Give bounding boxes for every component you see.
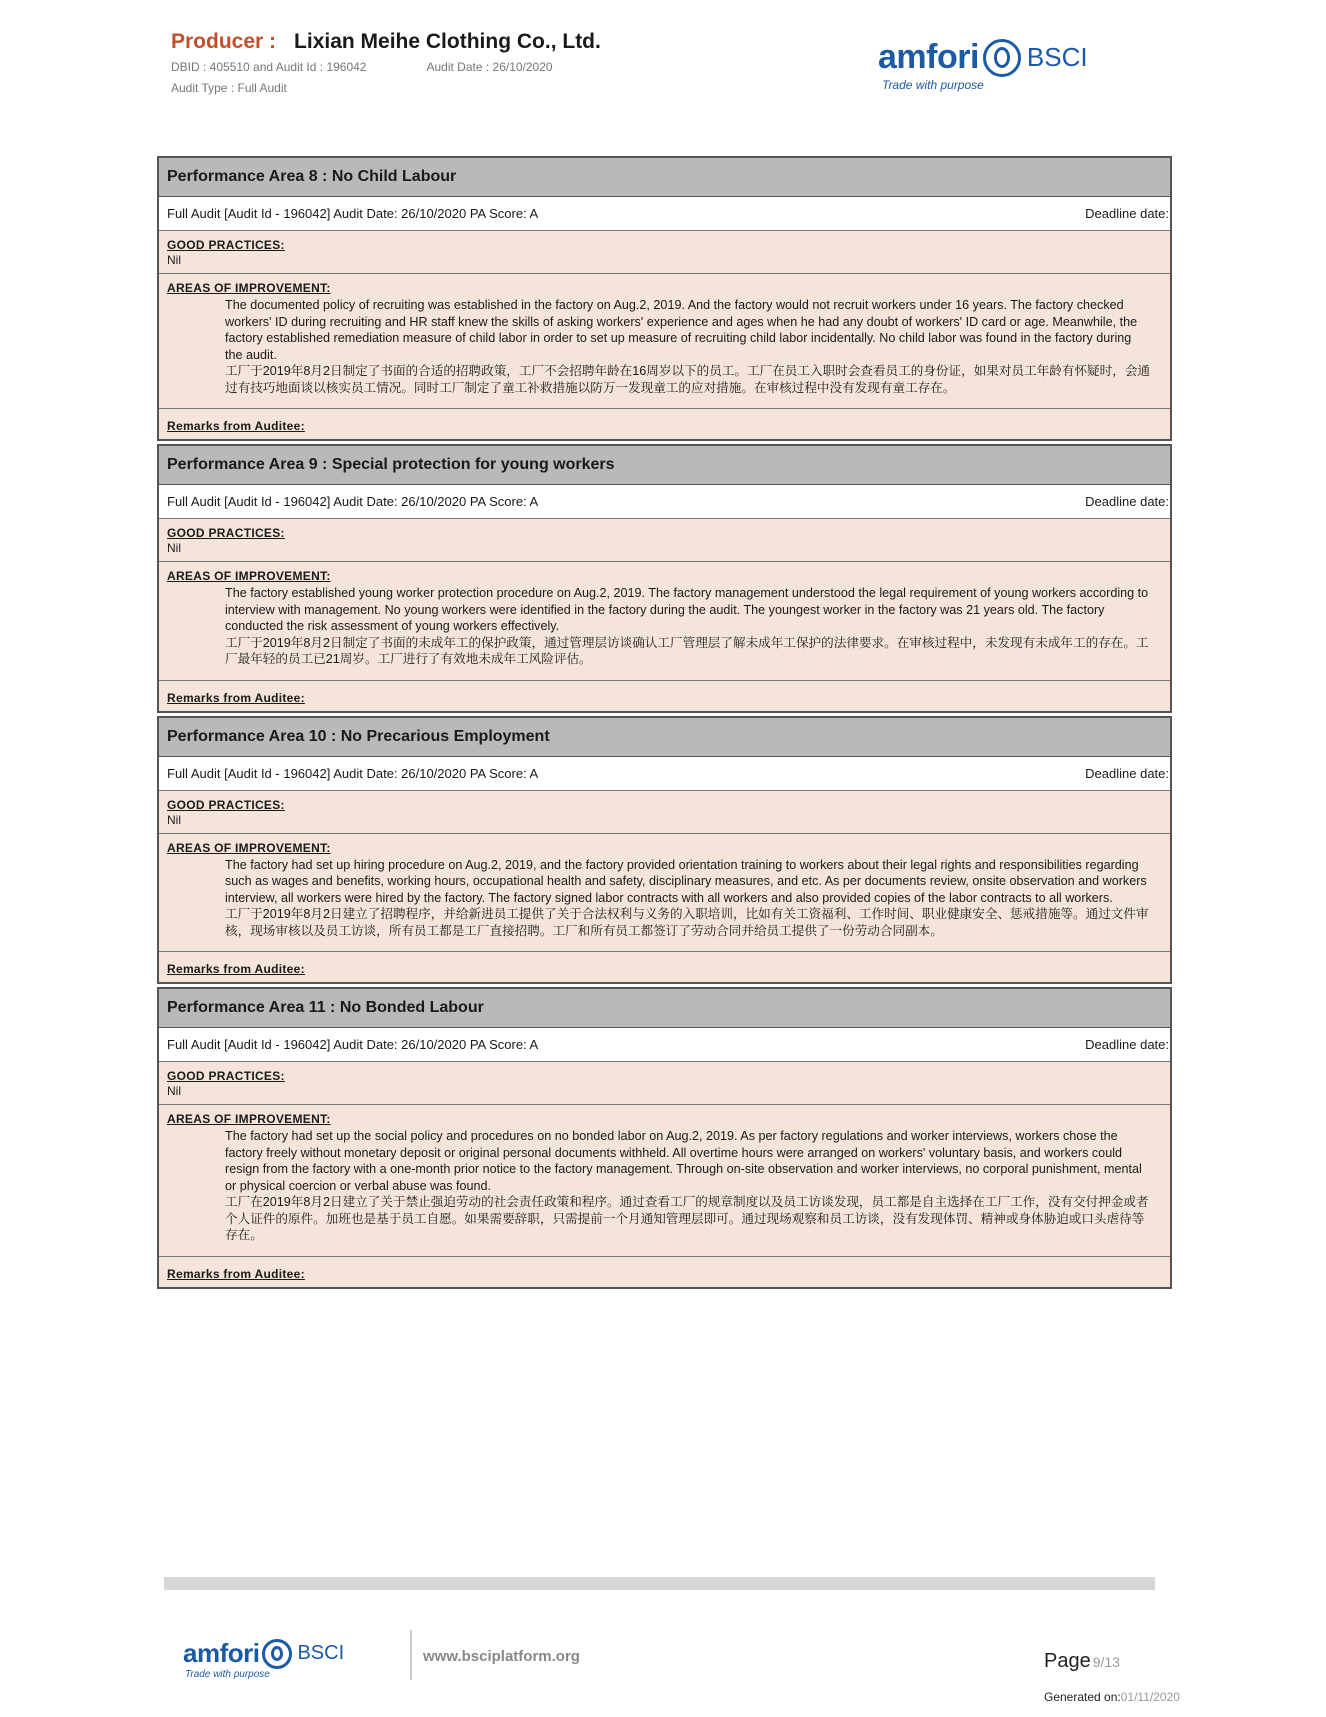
improvement-text-zh: 工厂于2019年8月2日建立了招聘程序，并给新进员工提供了关于合法权利与义务的入职培训，比如有关工资福利、工作时间、职业健康安全、惩戒措施等。通过文件审核，现场审核以及员工访谈，所有员工都是工厂直接招聘。工厂和所有员工都签订了劳动合同并给员工提供了一份劳动合同副本。 [225,907,1149,938]
remarks-label: Remarks from Auditee: [167,690,305,705]
performance-area-11 [157,987,1172,1289]
remarks-label: Remarks from Auditee: [167,962,305,976]
deadline-label: Deadline date: [1085,206,1169,221]
remarks-label: Remarks from Auditee: [167,1266,305,1281]
deadline-label: Deadline date: [1085,1037,1169,1052]
improvement-text-en: The factory had set up hiring procedure on Aug.2, 2019, and the factory provided orientation training to workers about their legal rights and responsibilities regarding such as wages and benefits, working hours, occupational health and safety, disciplinary measures, and etc. As per documents review, onsite observation and workers interview, all workers were hired by the factory. The factory signed labor contracts with all workers and also provided copies of the labor contracts to all workers. [225,857,1147,905]
generated-label: Generated on: [1044,1690,1121,1704]
audit-line [159,757,1170,791]
good-practices-text: Nil [167,1084,181,1098]
improvement-text-zh: 工厂于2019年8月2日制定了书面的合适的招聘政策，工厂不会招聘年龄在16周岁以下的员工。工厂在员工入职时会查看员工的身份证，如果对员工年龄有怀疑时，会通过有技巧地面谈以核实员工情况。同时工厂制定了童工补救措施以防万一发现童工的应对措施。在审核过程中没有发现有童工存在。 [225,364,1151,395]
deadline-label: Deadline date: [1085,765,1169,781]
improvement-label: AREAS OF IMPROVEMENT: [167,840,331,855]
footer-logo-word: amfori [183,1638,260,1668]
logo-bsci: BSCI [1026,42,1088,72]
improvement-label: AREAS OF IMPROVEMENT: [167,281,331,295]
footer-vertical-divider [410,1630,412,1680]
audit-type-line: Audit Type : Full Audit [171,81,287,95]
audit-summary: Full Audit [Audit Id - 196042] Audit Date: 26/10/2020 PA Score: A [167,765,539,781]
audit-meta [171,60,601,74]
improvement-text-en: The factory established young worker protection procedure on Aug.2, 2019. The factory management understood the legal requirement of young workers according to interview with management. No young workers were identified in the factory during the audit. The youngest worker in the factory was 21 years old. The factory conducted the risk assessment of young workers effectively. [225,586,1149,633]
report-header [171,30,601,95]
improvement-text-zh: 工厂在2019年8月2日建立了关于禁止强迫劳动的社会责任政策和程序。通过查看工厂的规章制度以及员工访谈发现，员工都是自主选择在工厂工作，没有交付押金或者个人证件的原件。加班也是基于员工自愿。如果需要辞职，只需提前一个月通知管理层即可。通过现场观察和员工访谈，没有发现体罚、精神或身体胁迫或口头虐待等存在。 [225,1195,1149,1242]
deadline-label: Deadline date: [1085,494,1169,509]
performance-areas [157,156,1172,1292]
audit-line [159,485,1170,519]
areas-of-improvement [159,562,1170,681]
footer-amfori-ring-icon [262,1639,292,1669]
producer-name: Lixian Meihe Clothing Co., Ltd. [294,30,601,53]
logo-tagline: Trade with purpose [882,78,984,92]
good-practices-text: Nil [167,253,181,267]
amfori-ring-icon [983,39,1021,77]
remarks-from-auditee [159,952,1170,982]
improvement-text-zh: 工厂于2019年8月2日制定了书面的未成年工的保护政策，通过管理层访谈确认工厂管理层了解未成年工保护的法律要求。在审核过程中，未发现有未成年工的存在。工厂最年轻的员工已21周岁。工厂进行了有效地未成年工风险评估。 [225,635,1149,666]
audit-line [159,197,1170,231]
remarks-from-auditee [159,1257,1170,1287]
area-title: Performance Area 9 : Special protection for young workers [159,446,1170,485]
area-title: Performance Area 11 : No Bonded Labour [159,989,1170,1028]
page-label: Page [1044,1650,1091,1672]
remarks-from-auditee [159,681,1170,711]
generated-value: 01/11/2020 [1120,1690,1180,1704]
improvement-text-en: The documented policy of recruiting was established in the factory on Aug.2, 2019. And the factory would not recruit workers under 16 years. The factory checked workers' ID during recruiting and HR staff knew the skills of asking workers' experience and ages when he had any doubt of workers' ID card or age. Meanwhile, the factory established remediation measure of child labor in order to set up measure of recruiting child labor incidentally. No child labor was found in the factory during the audit. [225,298,1138,362]
platform-url[interactable]: www.bsciplatform.org [423,1648,580,1665]
audit-summary: Full Audit [Audit Id - 196042] Audit Date: 26/10/2020 PA Score: A [167,1037,539,1052]
good-practices [159,791,1170,834]
audit-summary: Full Audit [Audit Id - 196042] Audit Date: 26/10/2020 PA Score: A [167,206,539,221]
improvement-label: AREAS OF IMPROVEMENT: [167,1112,331,1126]
page-value: 9/13 [1092,1654,1120,1670]
areas-of-improvement [159,274,1170,409]
amfori-bsci-logo [878,38,1088,92]
performance-area-9 [157,444,1172,713]
good-practices-label: GOOD PRACTICES: [167,526,285,540]
footer-divider-bar [164,1577,1155,1590]
footer-amfori-bsci-logo [183,1638,345,1680]
area-title: Performance Area 8 : No Child Labour [159,158,1170,197]
producer-line [171,30,601,54]
audit-summary: Full Audit [Audit Id - 196042] Audit Date: 26/10/2020 PA Score: A [167,494,539,509]
logo-word: amfori [878,38,979,76]
remarks-label: Remarks from Auditee: [167,419,305,433]
good-practices [159,1062,1170,1105]
performance-area-10 [157,716,1172,985]
good-practices-text: Nil [167,541,181,555]
audit-date-line: Audit Date : 26/10/2020 [426,60,553,74]
good-practices-text: Nil [167,812,181,827]
page-number [1044,1650,1120,1673]
areas-of-improvement [159,834,1170,953]
areas-of-improvement [159,1105,1170,1257]
improvement-text-en: The factory had set up the social policy and procedures on no bonded labor on Aug.2, 2019. As per factory regulations and worker interviews, workers chose the factory freely without monetary deposit or original personal documents withheld. All overtime hours were arranged on workers' voluntary basis, and workers could resign from the factory with a one-month prior notice to the factory management. Through on-site observation and worker interviews, no corporal punishment, mental or physical coercion or verbal abuse was found. [225,1129,1142,1193]
footer-logo-bsci: BSCI [297,1642,345,1664]
good-practices-label: GOOD PRACTICES: [167,797,285,812]
producer-label: Producer : [171,30,277,53]
good-practices [159,231,1170,274]
good-practices-label: GOOD PRACTICES: [167,1069,285,1083]
generated-on [1044,1690,1180,1704]
performance-area-8 [157,156,1172,441]
audit-line [159,1028,1170,1062]
good-practices-label: GOOD PRACTICES: [167,238,285,252]
dbid-line: DBID : 405510 and Audit Id : 196042 [171,60,367,74]
remarks-from-auditee [159,409,1170,439]
improvement-label: AREAS OF IMPROVEMENT: [167,569,331,583]
footer-logo-tagline: Trade with purpose [185,1669,270,1680]
good-practices [159,519,1170,562]
area-title: Performance Area 10 : No Precarious Employment [159,718,1170,757]
